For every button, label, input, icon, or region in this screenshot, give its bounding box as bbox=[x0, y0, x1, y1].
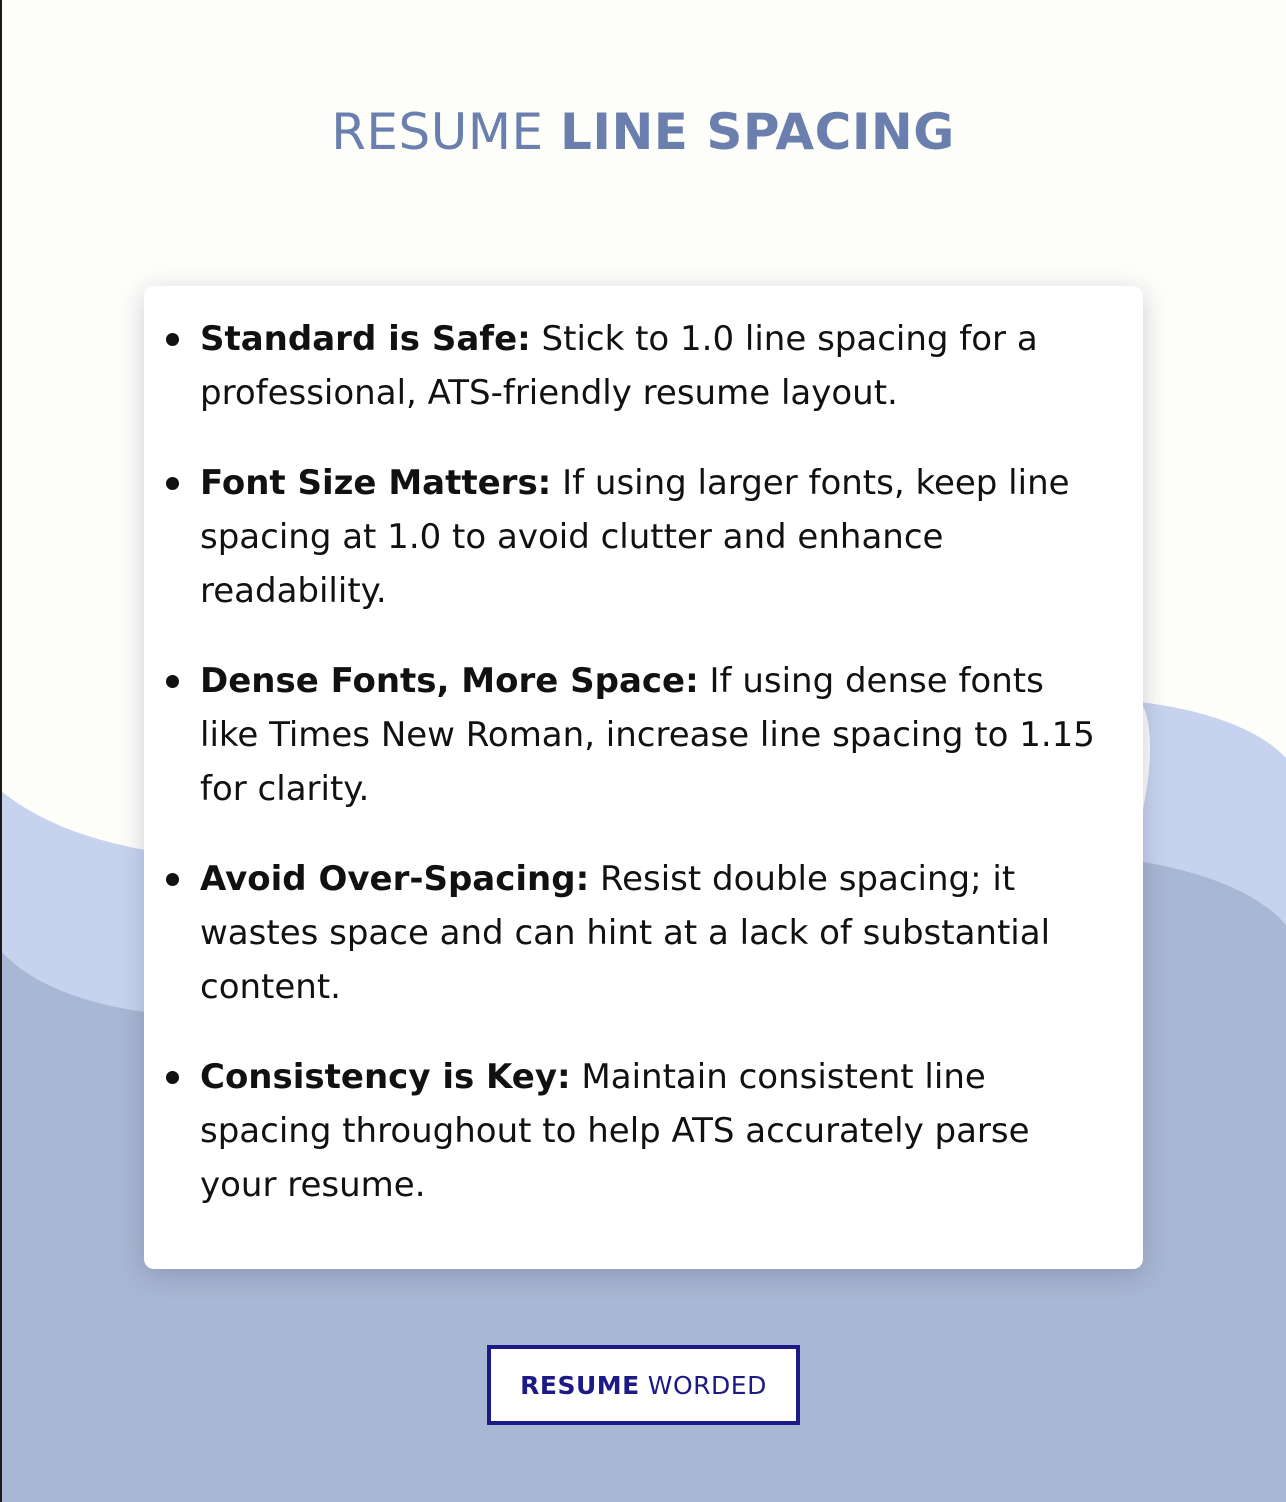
tip-text: Stick to 1.0 line spacing for a professional, ATS-friendly resume layout. bbox=[200, 319, 1038, 413]
page-title-bold: LINE SPACING bbox=[559, 103, 955, 161]
tip-text: Maintain consistent line spacing throughout to help ATS accurately parse your resume. bbox=[200, 1057, 1030, 1205]
logo-light-text: WORDED bbox=[647, 1370, 767, 1400]
tip-standard-is-safe bbox=[166, 312, 1103, 420]
bullet-icon bbox=[166, 675, 179, 688]
tip-text: If using larger fonts, keep line spacing at 1.0 to avoid clutter and enhance readability. bbox=[200, 463, 1070, 611]
tips-list bbox=[166, 312, 1103, 1212]
tip-font-size-matters bbox=[166, 456, 1103, 618]
tip-title: Font Size Matters: bbox=[200, 463, 552, 503]
resume-worded-logo[interactable] bbox=[487, 1345, 800, 1425]
bullet-icon bbox=[166, 873, 179, 886]
tip-text: If using dense fonts like Times New Roman, increase line spacing to 1.15 for clarity. bbox=[200, 661, 1095, 809]
logo-bold-text: RESUME bbox=[520, 1370, 640, 1400]
left-edge-line bbox=[0, 0, 2, 1502]
page-title bbox=[0, 100, 1286, 164]
tips-card bbox=[144, 286, 1143, 1269]
bullet-icon bbox=[166, 1071, 179, 1084]
tip-title: Avoid Over-Spacing: bbox=[200, 859, 590, 899]
tip-dense-fonts bbox=[166, 654, 1103, 816]
page-title-light: RESUME bbox=[331, 103, 560, 161]
tip-title: Dense Fonts, More Space: bbox=[200, 661, 699, 701]
tip-avoid-over-spacing bbox=[166, 852, 1103, 1014]
tip-title: Consistency is Key: bbox=[200, 1057, 571, 1097]
tip-consistency-is-key bbox=[166, 1050, 1103, 1212]
tip-text: Resist double spacing; it wastes space and can hint at a lack of substantial content. bbox=[200, 859, 1051, 1007]
bullet-icon bbox=[166, 477, 179, 490]
bullet-icon bbox=[166, 333, 179, 346]
tip-title: Standard is Safe: bbox=[200, 319, 531, 359]
